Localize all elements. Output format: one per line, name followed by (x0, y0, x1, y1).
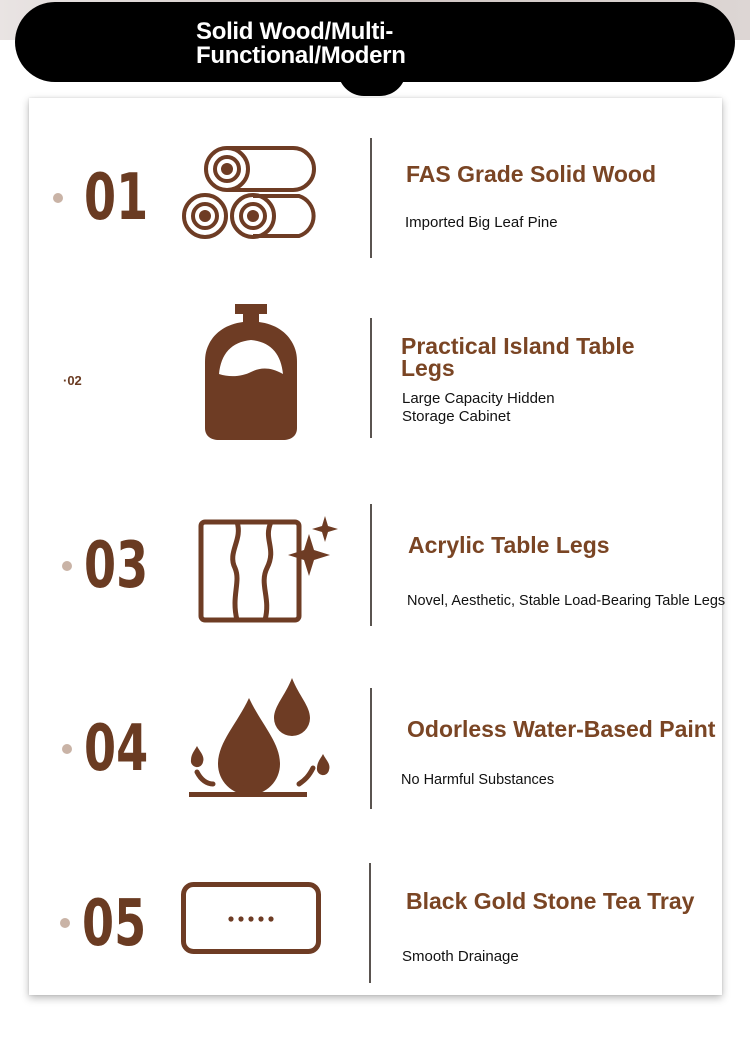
divider (370, 318, 372, 438)
feature-title: Odorless Water-Based Paint (407, 716, 716, 742)
divider (370, 504, 372, 626)
divider (370, 138, 372, 258)
tea-tray-icon (181, 882, 321, 956)
feature-number: 05 (82, 887, 147, 961)
logs-icon (181, 144, 326, 240)
banner-notch (338, 70, 406, 96)
banner-title: Solid Wood/Multi-Functional/Modern (196, 18, 406, 69)
bottle-icon (203, 302, 299, 442)
bullet-dot (60, 918, 70, 928)
feature-number: ·02 (63, 373, 82, 388)
feature-title: FAS Grade Solid Wood (406, 161, 657, 187)
feature-description: Novel, Aesthetic, Stable Load-Bearing Table Legs (407, 593, 726, 609)
acrylic-frame-icon (197, 512, 342, 624)
water-drops-icon (187, 676, 337, 802)
features-card (29, 98, 726, 995)
feature-description: Large Capacity Hidden Storage Cabinet (402, 390, 555, 425)
feature-number: 03 (84, 529, 149, 603)
divider (370, 688, 372, 809)
feature-title: Practical Island Table Legs (401, 333, 635, 381)
feature-description: Smooth Drainage (402, 948, 519, 965)
bullet-dot (53, 193, 63, 203)
feature-description: Imported Big Leaf Pine (405, 214, 558, 231)
feature-title: Black Gold Stone Tea Tray (406, 888, 695, 914)
feature-title: Acrylic Table Legs (408, 532, 610, 558)
bullet-dot (62, 744, 72, 754)
divider (369, 863, 371, 983)
feature-number: 01 (84, 161, 149, 235)
feature-number: 04 (84, 712, 149, 786)
bullet-dot (62, 561, 72, 571)
feature-description: No Harmful Substances (401, 772, 555, 788)
